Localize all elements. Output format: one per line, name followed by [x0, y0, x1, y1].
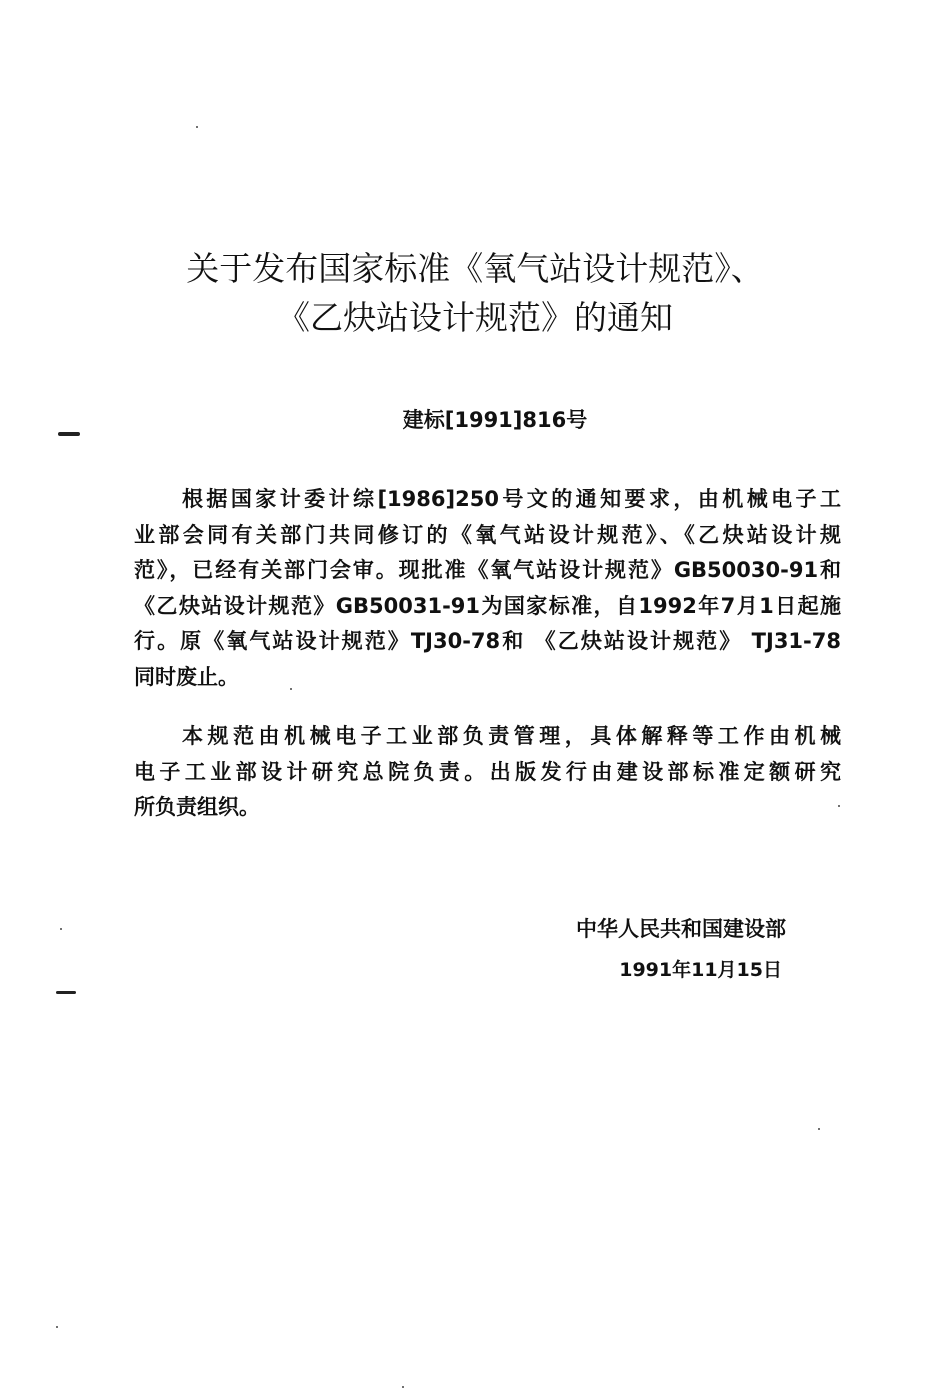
paragraph-2-line: 所负责组织。 [134, 795, 260, 819]
scan-dot [60, 928, 62, 930]
paragraph-2-line: 电子工业部设计研究总院负责。出版发行由建设部标准定额研究 [134, 759, 841, 784]
paragraph-1-line: 行。原《氧气站设计规范》TJ30-78和 《乙炔站设计规范》 TJ31-78 [134, 629, 841, 653]
paragraph-1-line: 同时废止。 [134, 664, 239, 689]
scan-dot [290, 688, 292, 690]
scan-dot [196, 126, 198, 128]
paragraph-2-line: 本规范由机械电子工业部负责管理，具体解释等工作由机械 [182, 724, 841, 748]
document-number: 建标[1991]816号 [402, 408, 588, 432]
paragraph-2 [134, 719, 841, 826]
scan-dot [818, 1128, 820, 1130]
paragraph-1-line: 范》，已经有关部门会审。现批准《氧气站设计规范》GB50030-91和 [134, 558, 841, 582]
title-line-2: 《乙炔站设计规范》的通知 [277, 298, 673, 337]
scan-dot [838, 805, 840, 807]
paragraph-1-line: 《乙炔站设计规范》GB50031-91为国家标准，自1992年7月1日起施 [134, 593, 841, 618]
scan-mark [58, 432, 80, 436]
paragraph-1-line: 根据国家计委计综[1986]250号文的通知要求，由机械电子工 [182, 487, 841, 511]
issuer-signature: 中华人民共和国建设部 [576, 917, 786, 941]
scan-dot [402, 1386, 404, 1388]
paragraph-1-line: 业部会同有关部门共同修订的《氧气站设计规范》、《乙炔站设计规 [134, 522, 841, 547]
title-line-1: 关于发布国家标准《氧气站设计规范》、 [186, 249, 764, 288]
scan-dot [56, 1326, 58, 1328]
scan-mark [56, 991, 76, 994]
issue-date: 1991年11月15日 [619, 959, 782, 981]
paragraph-1 [134, 482, 841, 695]
